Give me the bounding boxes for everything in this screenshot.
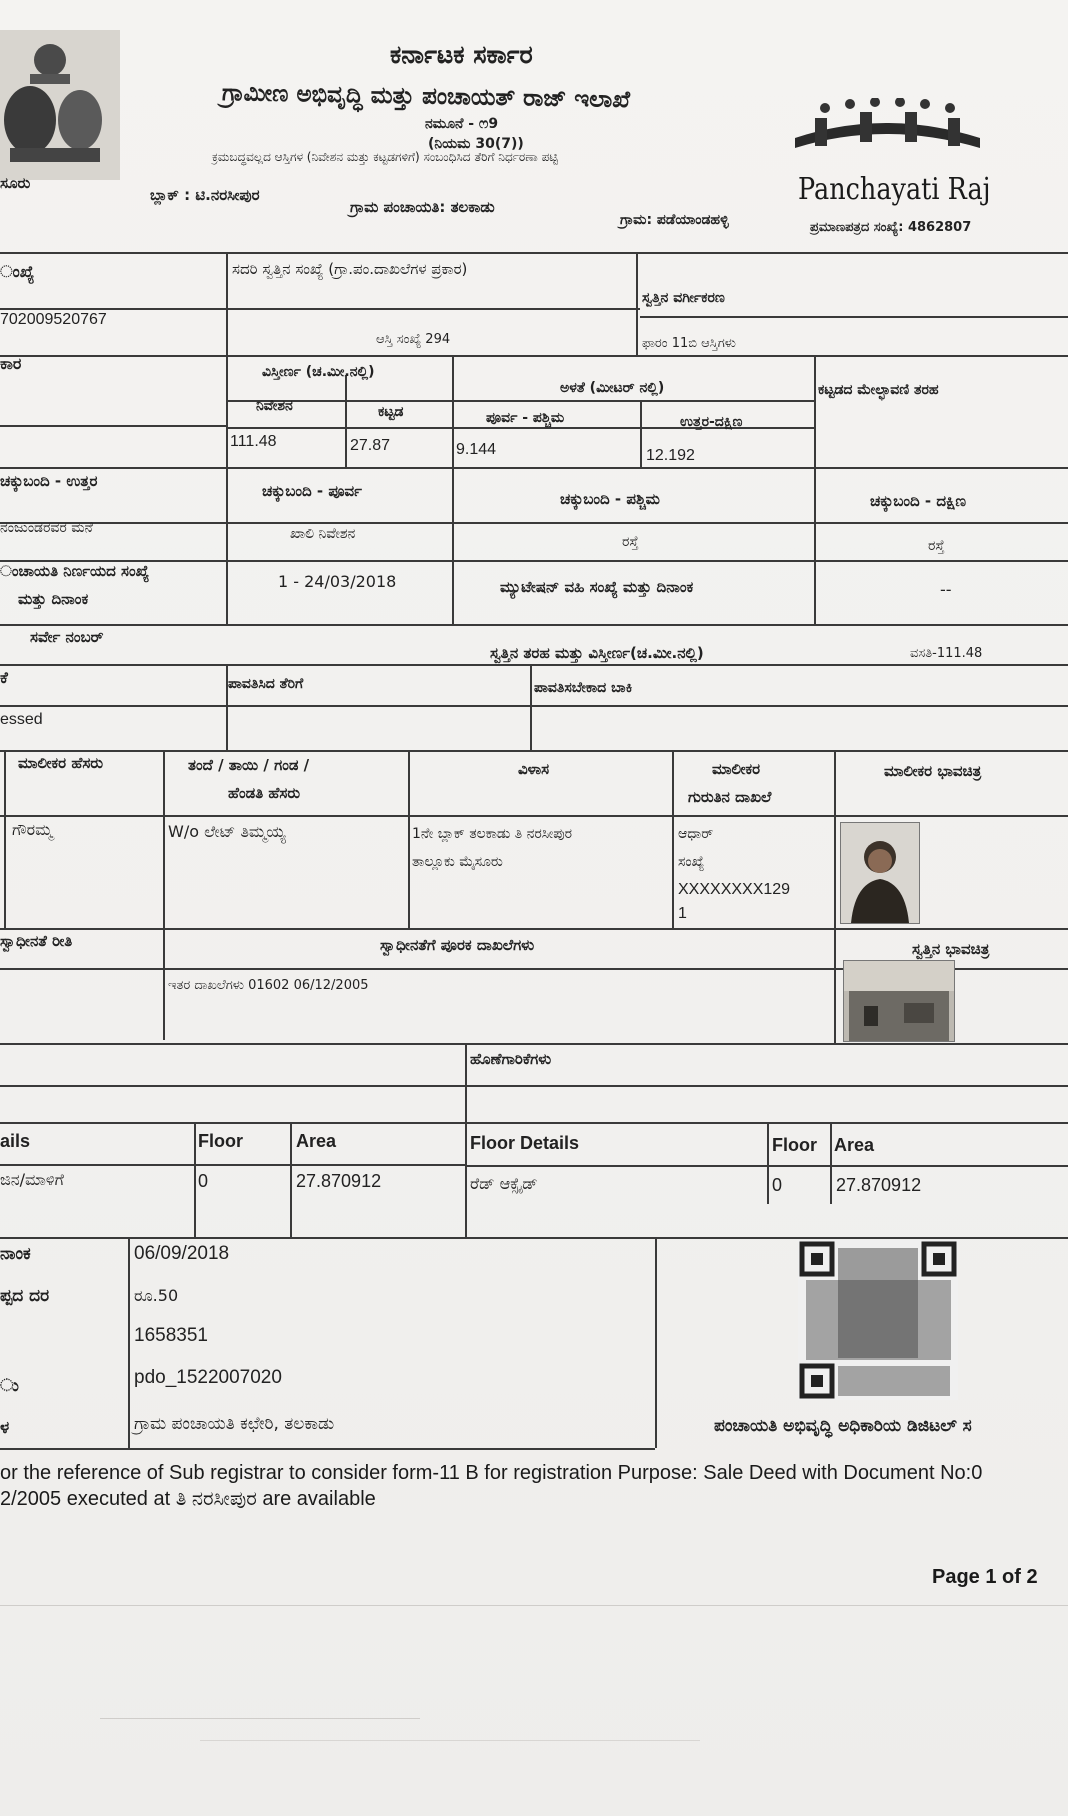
property-type-label: ಸ್ವತ್ತಿನ ತರಹ ಮತ್ತು ವಿಸ್ತೀರ್ಣ(ಚ.ಮೀ.ನಲ್ಲಿ) bbox=[490, 644, 704, 662]
scan-mark bbox=[100, 1718, 420, 1719]
karnataka-emblem-icon bbox=[0, 30, 120, 180]
resolution-label: ಂಚಾಯತಿ ನಿರ್ಣಯದ ಸಂಖ್ಯೆ bbox=[0, 562, 150, 580]
qr-code-icon bbox=[798, 1240, 958, 1400]
relation-label: ತಂದೆ / ತಾಯಿ / ಗಂಡ / bbox=[188, 756, 310, 774]
floor-details-right: ರೆಡ್ ಆಕ್ಸೈಡ್ bbox=[470, 1174, 538, 1193]
tax-status-value: essed bbox=[0, 711, 43, 728]
resolution-value: 1 - 24/03/2018 bbox=[278, 572, 397, 591]
site-area-value: 111.48 bbox=[230, 433, 277, 450]
certificate-label: ಪ್ರಮಾಣಪತ್ರದ ಸಂಖ್ಯೆ: 4862807 bbox=[810, 220, 972, 235]
classification-value: ಫಾರಂ 11ಬಿ ಆಸ್ತಿಗಳು bbox=[642, 336, 736, 351]
survey-number-label: ಸರ್ವೇ ನಂಬರ್ bbox=[30, 628, 104, 646]
pdo-id: pdo_1522007020 bbox=[134, 1367, 282, 1388]
fee-rate-label: ಪ್ಪದ ದರ bbox=[0, 1286, 50, 1306]
owner-id-4: 1 bbox=[678, 905, 687, 922]
ownership-docs-value: ಇತರ ದಾಖಲೆಗಳು 01602 06/12/2005 bbox=[168, 978, 369, 993]
area-label-right: Area bbox=[834, 1135, 875, 1155]
tax-row-label: ಕೆ bbox=[0, 668, 8, 687]
house-icon bbox=[844, 961, 954, 1041]
registrar-note-2: 2/2005 executed at ತಿ ನರಸೀಪುರ are available bbox=[0, 1488, 376, 1510]
liabilities-label: ಹೊಣೆಗಾರಿಕೆಗಳು bbox=[470, 1050, 552, 1068]
north-boundary-label: ಚಕ್ಕುಬಂದಿ - ಉತ್ತರ bbox=[0, 472, 98, 490]
issue-date-value: 06/09/2018 bbox=[134, 1243, 230, 1264]
owner-photo bbox=[840, 822, 920, 924]
west-boundary-label: ಚಕ್ಕುಬಂದಿ - ಪಶ್ಚಿಮ bbox=[560, 490, 660, 508]
north-south-value: 12.192 bbox=[646, 447, 695, 464]
scan-mark-2 bbox=[200, 1740, 700, 1741]
floor-details-label: Floor Details bbox=[470, 1133, 580, 1153]
owner-id-label-2: ಗುರುತಿನ ದಾಖಲೆ bbox=[688, 788, 772, 806]
owner-id-1: ಆಧಾರ್ bbox=[678, 826, 714, 842]
building-label: ಕಟ್ಟಡ bbox=[378, 404, 404, 420]
panchayati-raj-logo-icon bbox=[790, 98, 990, 178]
block-name: ಬ್ಲಾಕ್ : ಟಿ.ನರಸೀಪುರ bbox=[150, 186, 260, 204]
receipt-number: 1658351 bbox=[134, 1325, 208, 1346]
owner-photo-label: ಮಾಲೀಕರ ಭಾವಚಿತ್ರ bbox=[884, 762, 982, 780]
tax-paid-label: ಪಾವತಿಸಿದ ತೆರಿಗೆ bbox=[228, 676, 304, 692]
page-edge-line bbox=[0, 1605, 1068, 1606]
owner-address-1: 1ನೇ ಬ್ಲಾಕ್ ತಲಕಾಡು ತಿ ನರಸೀಪುರ bbox=[412, 826, 573, 842]
digital-signature-label: ಪಂಚಾಯತಿ ಅಭಿವೃದ್ಧಿ ಅಧಿಕಾರಿಯ ಡಿಜಿಟಲ್ ಸ bbox=[714, 1416, 972, 1436]
gram-panchayat: ಗ್ರಾಮ ಪಂಚಾಯತಿ: ತಲಕಾಡು bbox=[350, 198, 495, 216]
owner-address-2: ತಾಲ್ಲೂಕು ಮೈಸೂರು bbox=[412, 854, 503, 870]
area-label: ವಿಸ್ತೀರ್ಣ (ಚ.ಮೀ.ನಲ್ಲಿ) bbox=[262, 364, 375, 380]
office-label: ಳ bbox=[0, 1418, 10, 1438]
owner-id-2: ಸಂಖ್ಯೆ bbox=[678, 854, 705, 870]
floor-left: 0 bbox=[198, 1171, 209, 1191]
roof-type-label: ಕಟ್ಟಡದ ಮೇಲ್ಛಾವಣಿ ತರಹ bbox=[818, 382, 939, 398]
village-name: ಗ್ರಾಮ: ಪಡೆಯಾಂಡಹಳ್ಳಿ bbox=[620, 212, 729, 228]
measurement-label: ಅಳತೆ (ಮೀಟರ್ ನಲ್ಲಿ) bbox=[560, 380, 665, 396]
site-label: ನಿವೇಶನ bbox=[256, 398, 293, 414]
floor-label-right: Floor bbox=[772, 1135, 817, 1155]
logo-text: Panchayati Raj bbox=[798, 172, 991, 207]
owner-name: ಗೌರಮ್ಮ bbox=[12, 820, 53, 839]
registrar-note: or the reference of Sub registrar to consider form-11 B for registration Purpose: Sale Deed with Document No:0 bbox=[0, 1462, 983, 1484]
east-boundary-label: ಚಕ್ಕುಬಂದಿ - ಪೂರ್ವ bbox=[262, 482, 362, 500]
owner-relation: W/o ಲೇಟ್ ತಿಮ್ಮಯ್ಯ bbox=[168, 822, 286, 841]
property-id-value: 702009520767 bbox=[0, 311, 107, 328]
tax-due-label: ಪಾವತಿಸಬೇಕಾದ ಬಾಕಿ bbox=[534, 680, 633, 696]
department-title: ಗ್ರಾಮೀಣ ಅಭಿವೃದ್ಧಿ ಮತ್ತು ಪಂಚಾಯತ್ ರಾಜ್ ಇಲಾಖೆ bbox=[221, 80, 631, 114]
floor-label-left: Floor bbox=[198, 1131, 243, 1151]
east-west-value: 9.144 bbox=[456, 441, 497, 458]
certificate-number: 4862807 bbox=[907, 220, 972, 235]
pdo-label: ು bbox=[0, 1376, 19, 1396]
floor-right: 0 bbox=[772, 1175, 783, 1195]
office-address: ಗ್ರಾಮ ಪಂಚಾಯತಿ ಕಛೇರಿ, ತಲಕಾಡು bbox=[134, 1414, 335, 1434]
owner-id-3: XXXXXXXX129 bbox=[678, 881, 791, 898]
owner-name-label: ಮಾಲೀಕರ ಹೆಸರು bbox=[18, 754, 104, 772]
area-left: 27.870912 bbox=[296, 1171, 382, 1191]
property-photo-label: ಸ್ವತ್ತಿನ ಭಾವಚಿತ್ರ bbox=[912, 940, 990, 958]
east-boundary-value: ಖಾಲಿ ನಿವೇಶನ bbox=[290, 526, 356, 542]
district-fragment: ಸೂರು bbox=[0, 174, 31, 192]
area-right: 27.870912 bbox=[836, 1175, 922, 1195]
east-west-label: ಪೂರ್ವ - ಪಶ್ಚಿಮ bbox=[486, 410, 565, 426]
mutation-value: -- bbox=[940, 580, 952, 599]
north-south-label: ಉತ್ತರ-ದಕ್ಷಿಣ bbox=[680, 414, 743, 430]
property-id-label: ಂಖ್ಯೆ bbox=[0, 262, 35, 281]
address-label: ವಿಳಾಸ bbox=[518, 760, 550, 778]
building-area-value: 27.87 bbox=[350, 437, 391, 454]
property-number-value: ಆಸ್ತಿ ಸಂಖ್ಯೆ 294 bbox=[376, 332, 451, 347]
west-boundary-value: ರಸ್ತೆ bbox=[622, 534, 639, 550]
owner-id-label: ಮಾಲೀಕರ bbox=[712, 760, 761, 778]
person-icon bbox=[841, 823, 919, 923]
ownership-mode-label: ಸ್ವಾಧೀನತೆ ರೀತಿ bbox=[0, 932, 73, 950]
property-type-value: ವಸತಿ-111.48 bbox=[910, 646, 983, 661]
rule-number: (ನಿಯಮ 30(7)) bbox=[428, 136, 524, 152]
north-boundary-value: ನಂಜುಂಡರವರ ಮನೆ bbox=[0, 520, 93, 536]
fee-rate-value: ರೂ.50 bbox=[134, 1286, 179, 1305]
resolution-label-2: ಮತ್ತು ದಿನಾಂಕ bbox=[18, 590, 89, 608]
property-photo bbox=[843, 960, 955, 1042]
classification-label: ಸ್ವತ್ತಿನ ವರ್ಗೀಕರಣ bbox=[642, 290, 725, 306]
south-boundary-label: ಚಕ್ಕುಬಂದಿ - ದಕ್ಷಿಣ bbox=[870, 492, 967, 510]
relation-label-2: ಹೆಂಡತಿ ಹೆಸರು bbox=[228, 784, 301, 802]
floor-details-left: ಜಿನ/ಮಾಳಿಗೆ bbox=[0, 1170, 64, 1189]
page-number: Page 1 of 2 bbox=[932, 1566, 1038, 1588]
govt-title: ಕರ್ನಾಟಕ ಸರ್ಕಾರ bbox=[390, 40, 533, 69]
ownership-docs-label: ಸ್ವಾಧೀನತೆಗೆ ಪೂರಕ ದಾಖಲೆಗಳು bbox=[380, 936, 535, 954]
property-number-label: ಸದರಿ ಸ್ವತ್ತಿನ ಸಂಖ್ಯೆ (ಗ್ರಾ.ಪಂ.ದಾಖಲೆಗಳ ಪ್ರಕಾರ) bbox=[232, 260, 468, 278]
floor-details-label-left: ails bbox=[0, 1131, 31, 1151]
form-description: ಕ್ರಮಬದ್ಧವಲ್ಲದ ಆಸ್ತಿಗಳ (ನಿವೇಶನ ಮತ್ತು ಕಟ್ಟಡಗಳಿಗೆ) ಸಂಬಂಧಿಸಿದ ತೆರಿಗೆ ನಿರ್ಧರಣಾ ಪಟ್ಟಿ bbox=[212, 150, 558, 164]
mutation-label: ಮ್ಯುಟೇಷನ್ ವಹಿ ಸಂಖ್ಯೆ ಮತ್ತು ದಿನಾಂಕ bbox=[500, 578, 694, 596]
dimensions-row-label: ಕಾರ bbox=[0, 354, 22, 373]
south-boundary-value: ರಸ್ತೆ bbox=[928, 538, 945, 554]
issue-date-label: ನಾಂಕ bbox=[0, 1244, 31, 1264]
form-number: ನಮೂನೆ - ෆ9 bbox=[425, 116, 499, 132]
area-label-left: Area bbox=[296, 1131, 337, 1151]
